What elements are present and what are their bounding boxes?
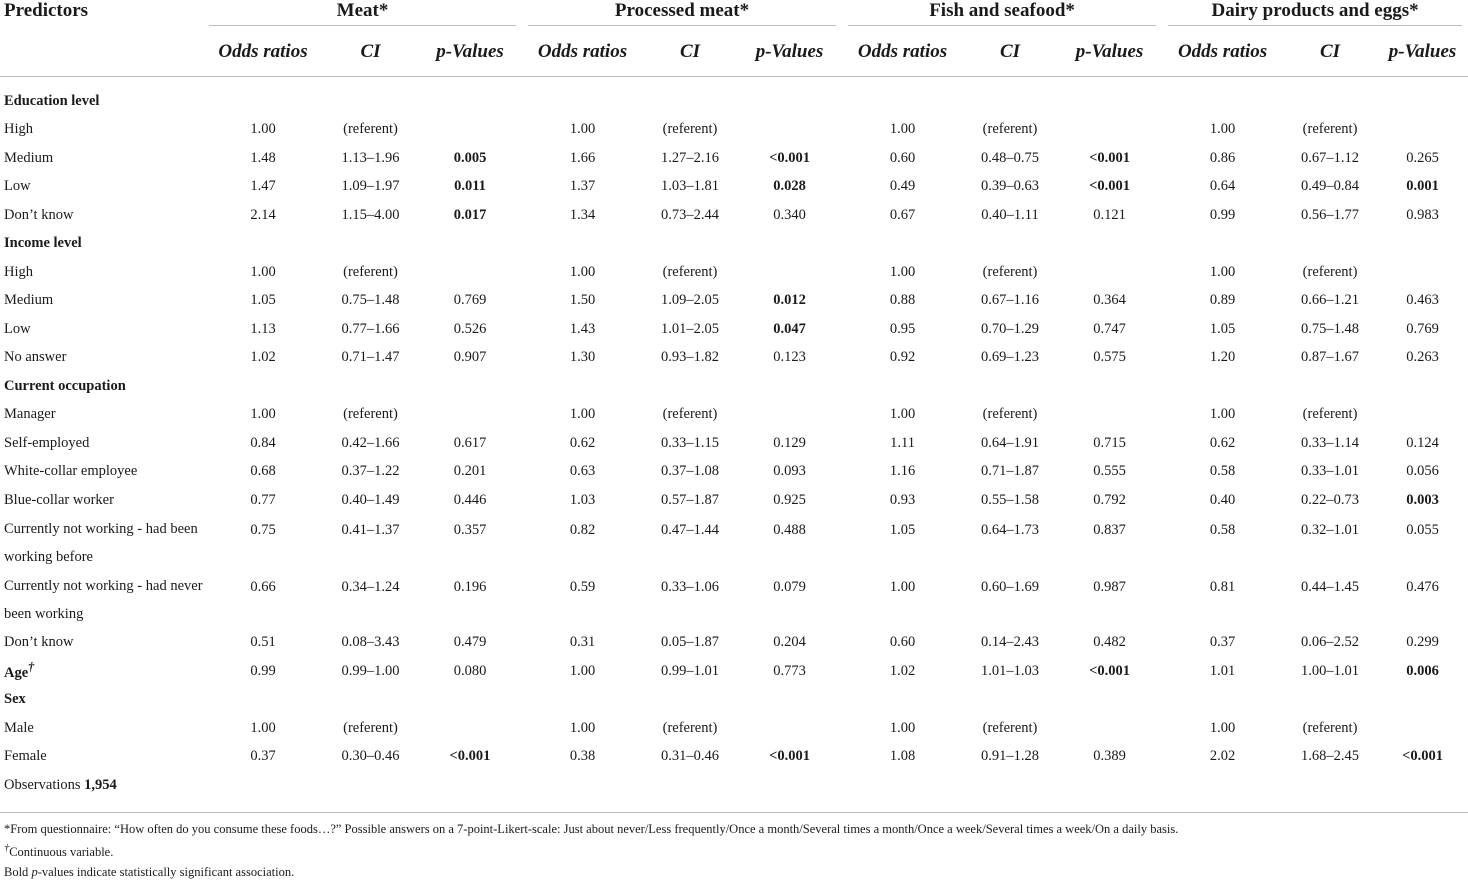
table-row xyxy=(0,429,1468,458)
table-row xyxy=(0,458,1468,487)
odds-ratio-cell: 0.84 xyxy=(250,434,276,451)
predictor-label: Don’t know xyxy=(4,206,74,223)
pvalue-cell: 0.476 xyxy=(1406,578,1439,595)
ci-cell: 0.75–1.48 xyxy=(341,292,400,309)
odds-ratio-cell: 0.37 xyxy=(1209,634,1236,651)
odds-ratio-cell: 1.34 xyxy=(569,206,596,223)
odds-ratio-cell: 1.37 xyxy=(569,178,596,195)
pvalue-cell xyxy=(1057,714,1162,743)
ci-cell: 0.77–1.66 xyxy=(341,320,400,337)
ci-cell: (referent) xyxy=(662,406,718,423)
group-header-meat: Meat* xyxy=(203,0,522,28)
subheader-odds: Odds ratios xyxy=(218,41,308,62)
ci-cell: 0.93–1.82 xyxy=(661,349,719,366)
predictors-header: Predictors xyxy=(4,0,89,21)
observations-cell: Observations 1,954 xyxy=(4,776,117,793)
predictor-label: Manager xyxy=(4,406,56,423)
pvalue-cell xyxy=(418,714,522,743)
pvalue-cell: 0.124 xyxy=(1406,434,1439,451)
ci-cell: (referent) xyxy=(662,719,718,736)
table-footnotes xyxy=(0,812,1468,882)
pvalue-cell: 0.005 xyxy=(453,149,487,166)
odds-ratio-cell: 1.16 xyxy=(889,463,916,480)
pvalue-cell: 0.983 xyxy=(1406,206,1439,223)
pvalue-cell: 0.747 xyxy=(1093,320,1126,337)
pvalue-cell: 0.555 xyxy=(1093,463,1126,480)
odds-ratio-cell: 1.00 xyxy=(250,121,276,138)
pvalue-cell xyxy=(1377,116,1468,145)
pvalue-cell: 0.055 xyxy=(1406,521,1439,538)
odds-ratio-cell: 0.82 xyxy=(569,521,596,538)
odds-ratio-cell: 1.05 xyxy=(250,292,276,309)
odds-ratio-cell: 1.00 xyxy=(250,263,276,280)
odds-ratio-cell: 1.50 xyxy=(569,292,596,309)
pvalue-cell xyxy=(1377,714,1468,743)
pvalue-cell: 0.003 xyxy=(1406,491,1439,508)
pvalue-cell: 0.204 xyxy=(773,634,806,651)
odds-ratio-cell: 0.95 xyxy=(889,320,916,337)
pvalue-cell: 0.482 xyxy=(1093,634,1126,651)
footnote-bold: Bold p-values indicate statistically significant association. xyxy=(4,865,295,880)
ci-cell: (referent) xyxy=(662,263,718,280)
predictor-label: Self-employed xyxy=(4,434,90,451)
ci-cell: 1.03–1.81 xyxy=(661,178,719,195)
pvalue-cell: <0.001 xyxy=(1089,149,1130,166)
ci-cell: 0.39–0.63 xyxy=(981,178,1040,195)
subheader-odds: Odds ratios xyxy=(857,41,948,62)
predictor-label: High xyxy=(4,263,33,280)
subheader-pvalues: p-Values xyxy=(1388,41,1457,62)
pvalue-cell: 0.129 xyxy=(773,434,806,451)
predictor-label: Female xyxy=(4,748,47,765)
odds-ratio-cell: 1.03 xyxy=(569,491,596,508)
pvalue-cell xyxy=(737,258,842,287)
ci-cell: 1.27–2.16 xyxy=(661,149,719,166)
ci-cell: (referent) xyxy=(1302,263,1358,280)
pvalue-cell: 0.837 xyxy=(1093,521,1126,538)
pvalue-cell: 0.017 xyxy=(453,206,487,223)
predictor-label: Male xyxy=(4,719,34,736)
ci-cell: 0.66–1.21 xyxy=(1301,292,1360,309)
ci-cell: 0.91–1.28 xyxy=(981,748,1040,765)
pvalue-cell: 0.907 xyxy=(453,349,487,366)
odds-ratio-cell: 0.49 xyxy=(889,178,916,195)
ci-cell: 0.48–0.75 xyxy=(981,149,1040,166)
pvalue-cell: 0.121 xyxy=(1093,206,1126,223)
ci-cell: 0.37–1.22 xyxy=(341,463,400,480)
pvalue-cell: 0.093 xyxy=(773,463,806,480)
ci-cell: 0.99–1.00 xyxy=(341,662,400,679)
pvalue-cell: 0.364 xyxy=(1093,292,1126,309)
odds-ratio-cell: 1.48 xyxy=(250,149,276,166)
ci-cell: 0.31–0.46 xyxy=(661,748,719,765)
ci-cell: (referent) xyxy=(343,263,398,280)
table-row xyxy=(0,173,1468,202)
pvalue-cell: 0.011 xyxy=(454,178,486,195)
ci-cell: 0.99–1.01 xyxy=(661,662,719,679)
odds-ratio-cell: 0.99 xyxy=(250,662,276,679)
table-row xyxy=(0,572,1468,629)
ci-cell: 0.08–3.43 xyxy=(341,634,400,651)
subheader-ci: CI xyxy=(1320,41,1341,62)
ci-cell: 0.64–1.73 xyxy=(981,521,1040,538)
odds-ratio-cell: 0.99 xyxy=(1209,206,1236,223)
odds-ratio-cell: 1.00 xyxy=(569,121,596,138)
predictor-label: Medium xyxy=(4,292,54,309)
ci-cell: 1.09–2.05 xyxy=(661,292,719,309)
pvalue-cell: 0.357 xyxy=(453,521,487,538)
table-row xyxy=(0,657,1468,686)
odds-ratio-cell: 0.77 xyxy=(250,491,276,508)
pvalue-cell: 0.080 xyxy=(453,662,487,679)
table-row xyxy=(0,401,1468,430)
odds-ratio-cell: 1.11 xyxy=(890,434,915,451)
odds-ratio-cell: 2.14 xyxy=(250,206,276,223)
ci-cell: 0.40–1.11 xyxy=(981,206,1039,223)
ci-cell: 0.71–1.47 xyxy=(341,349,400,366)
pvalue-cell xyxy=(1377,258,1468,287)
odds-ratio-cell: 1.00 xyxy=(569,662,596,679)
odds-ratio-cell: 0.81 xyxy=(1209,578,1236,595)
pvalue-cell: 0.925 xyxy=(773,491,806,508)
ci-cell: 0.87–1.67 xyxy=(1301,349,1360,366)
predictor-label: Blue-collar worker xyxy=(4,491,114,508)
pvalue-cell: 0.715 xyxy=(1093,434,1126,451)
ci-cell: 0.33–1.06 xyxy=(661,578,719,595)
pvalue-cell: 0.201 xyxy=(453,463,487,480)
odds-ratio-cell: 1.00 xyxy=(569,719,596,736)
pvalue-cell xyxy=(418,116,522,145)
pvalue-cell: 0.047 xyxy=(773,320,806,337)
ci-cell: 0.33–1.01 xyxy=(1301,463,1360,480)
odds-ratio-cell: 0.58 xyxy=(1209,463,1236,480)
odds-ratio-cell: 1.00 xyxy=(889,121,916,138)
ci-cell: 0.67–1.12 xyxy=(1301,149,1360,166)
pvalue-cell: 0.617 xyxy=(453,434,487,451)
ci-cell: 0.67–1.16 xyxy=(981,292,1040,309)
odds-ratio-cell: 0.89 xyxy=(1209,292,1236,309)
ci-cell: 1.01–2.05 xyxy=(661,320,719,337)
pvalue-cell: <0.001 xyxy=(449,748,491,765)
section-label: Education level xyxy=(4,92,100,109)
ci-cell: 0.42–1.66 xyxy=(341,434,400,451)
table-row xyxy=(0,116,1468,145)
odds-ratio-cell: 1.00 xyxy=(889,263,916,280)
ci-cell: 0.34–1.24 xyxy=(341,578,400,595)
odds-ratio-cell: 1.43 xyxy=(569,320,596,337)
subheader-pvalues: p-Values xyxy=(755,41,824,62)
pvalue-cell: 0.526 xyxy=(453,320,487,337)
odds-ratio-cell: 1.00 xyxy=(1209,719,1236,736)
pvalue-cell: 0.792 xyxy=(1093,491,1126,508)
table-row xyxy=(0,287,1468,316)
section-label: Current occupation xyxy=(4,377,126,394)
ci-cell: (referent) xyxy=(343,719,398,736)
pvalue-cell: 0.389 xyxy=(1093,748,1126,765)
odds-ratio-cell: 0.66 xyxy=(250,578,276,595)
subheader-ci: CI xyxy=(999,41,1021,62)
ci-cell: 0.22–0.73 xyxy=(1301,491,1360,508)
group-header-dairy: Dairy products and eggs* xyxy=(1162,0,1468,28)
section-row xyxy=(0,87,1468,116)
ci-cell: 1.00–1.01 xyxy=(1301,662,1360,679)
predictor-label: Don’t know xyxy=(4,634,74,651)
ci-cell: 0.32–1.01 xyxy=(1301,521,1360,538)
odds-ratio-cell: 1.05 xyxy=(1209,320,1236,337)
pvalue-cell: 0.079 xyxy=(773,578,806,595)
ci-cell: 0.33–1.15 xyxy=(661,434,719,451)
section-row xyxy=(0,372,1468,401)
ci-cell: (referent) xyxy=(982,719,1038,736)
odds-ratio-cell: 0.62 xyxy=(569,434,596,451)
pvalue-cell: <0.001 xyxy=(1089,178,1130,195)
ci-cell: 0.70–1.29 xyxy=(981,320,1040,337)
odds-ratio-cell: 1.05 xyxy=(889,521,916,538)
ci-cell: 0.47–1.44 xyxy=(661,521,719,538)
odds-ratio-cell: 0.59 xyxy=(569,578,596,595)
table-row xyxy=(0,743,1468,772)
odds-ratio-cell: 0.64 xyxy=(1209,178,1236,195)
footnote-questionnaire: *From questionnaire: “How often do you consume these foods…?” Possible answers on a 7-point-Likert-scale: Just about never/Less frequently/Once a month/Several times a month/Once a week/Several times a week/On a daily basis. xyxy=(4,822,1179,836)
ci-cell: (referent) xyxy=(982,406,1038,423)
odds-ratio-cell: 1.47 xyxy=(250,178,276,195)
pvalue-cell: 0.463 xyxy=(1406,292,1439,309)
predictor-label: Currently not working - had never been working xyxy=(4,578,203,622)
pvalue-cell: 0.479 xyxy=(453,634,487,651)
subheader-odds: Odds ratios xyxy=(1177,41,1268,62)
table-row xyxy=(0,344,1468,373)
ci-cell: 0.41–1.37 xyxy=(341,521,400,538)
ci-cell: 0.55–1.58 xyxy=(981,491,1040,508)
table-row xyxy=(0,486,1468,515)
ci-cell: 0.30–0.46 xyxy=(341,748,400,765)
pvalue-cell: 0.196 xyxy=(453,578,487,595)
subheader-pvalues: p-Values xyxy=(1075,41,1144,62)
pvalue-cell xyxy=(418,258,522,287)
footnote-continuous: †Continuous variable. xyxy=(4,843,114,860)
subheader-ci: CI xyxy=(679,41,701,62)
pvalue-cell: 0.575 xyxy=(1093,349,1126,366)
ci-cell: (referent) xyxy=(1302,719,1358,736)
group-header-fish: Fish and seafood* xyxy=(842,0,1162,28)
odds-ratio-cell: 0.62 xyxy=(1209,434,1236,451)
section-row xyxy=(0,686,1468,715)
pvalue-cell: 0.769 xyxy=(453,292,487,309)
ci-cell: 1.68–2.45 xyxy=(1301,748,1360,765)
odds-ratio-cell: 1.00 xyxy=(569,406,596,423)
odds-ratio-cell: 0.38 xyxy=(569,748,596,765)
subheader-odds: Odds ratios xyxy=(537,41,628,62)
pvalue-cell: 0.488 xyxy=(773,521,806,538)
odds-ratio-cell: 0.67 xyxy=(889,206,916,223)
pvalue-cell: 0.012 xyxy=(773,292,806,309)
odds-ratio-cell: 0.60 xyxy=(889,634,916,651)
odds-ratio-cell: 1.00 xyxy=(250,719,276,736)
pvalue-cell: 0.001 xyxy=(1406,178,1439,195)
odds-ratio-cell: 0.92 xyxy=(889,349,916,366)
ci-cell: 1.01–1.03 xyxy=(981,662,1040,679)
ci-cell: 0.14–2.43 xyxy=(981,634,1040,651)
pvalue-cell: 0.265 xyxy=(1406,149,1439,166)
predictor-label: Low xyxy=(4,320,31,337)
ci-cell: 0.49–0.84 xyxy=(1301,178,1360,195)
odds-ratio-cell: 2.02 xyxy=(1209,748,1236,765)
ci-cell: 0.40–1.49 xyxy=(341,491,400,508)
pvalue-cell xyxy=(418,401,522,430)
ci-cell: (referent) xyxy=(662,121,718,138)
odds-ratio-cell: 1.30 xyxy=(569,349,596,366)
table-row xyxy=(0,258,1468,287)
odds-ratio-cell: 1.00 xyxy=(889,406,916,423)
pvalue-cell xyxy=(1377,401,1468,430)
ci-cell: (referent) xyxy=(1302,121,1358,138)
ci-cell: 0.44–1.45 xyxy=(1301,578,1360,595)
odds-ratio-cell: 0.58 xyxy=(1209,521,1236,538)
ci-cell: (referent) xyxy=(1302,406,1358,423)
pvalue-cell: 0.773 xyxy=(773,662,806,679)
table-row xyxy=(0,714,1468,743)
odds-ratio-cell: 1.02 xyxy=(250,349,276,366)
ci-cell: 0.60–1.69 xyxy=(981,578,1040,595)
pvalue-cell xyxy=(1057,258,1162,287)
odds-ratio-cell: 0.86 xyxy=(1209,149,1236,166)
pvalue-cell xyxy=(1057,116,1162,145)
table-row xyxy=(0,144,1468,173)
odds-ratio-cell: 1.13 xyxy=(250,320,276,337)
ci-cell: 0.56–1.77 xyxy=(1301,206,1360,223)
ci-cell: 0.75–1.48 xyxy=(1301,320,1360,337)
pvalue-cell: <0.001 xyxy=(1402,748,1443,765)
predictor-label: Currently not working - had been working before xyxy=(4,521,198,565)
section-row xyxy=(0,230,1468,259)
odds-ratio-cell: 0.88 xyxy=(889,292,916,309)
pvalue-cell: 0.028 xyxy=(773,178,806,195)
pvalue-cell: 0.340 xyxy=(773,206,806,223)
ci-cell: 1.15–4.00 xyxy=(341,206,400,223)
predictor-label: Age† xyxy=(4,660,35,682)
pvalue-cell: 0.769 xyxy=(1406,320,1439,337)
subheader-row xyxy=(0,28,1468,77)
odds-ratio-cell: 0.75 xyxy=(250,521,276,538)
ci-cell: 0.37–1.08 xyxy=(661,463,719,480)
odds-ratio-cell: 0.31 xyxy=(569,634,596,651)
pvalue-cell xyxy=(737,714,842,743)
odds-ratio-cell: 0.37 xyxy=(250,748,276,765)
ci-cell: (referent) xyxy=(343,406,398,423)
pvalue-cell: 0.006 xyxy=(1406,662,1439,679)
observations-row xyxy=(0,771,1468,800)
predictor-label: Low xyxy=(4,178,31,195)
pvalue-cell: 0.299 xyxy=(1406,634,1439,651)
pvalue-cell xyxy=(1057,401,1162,430)
pvalue-cell: 0.123 xyxy=(773,349,806,366)
odds-ratio-cell: 0.63 xyxy=(569,463,596,480)
ci-cell: 1.09–1.97 xyxy=(341,178,400,195)
odds-ratio-cell: 1.00 xyxy=(889,578,916,595)
ci-cell: 0.71–1.87 xyxy=(981,463,1040,480)
table-row xyxy=(0,629,1468,658)
predictor-label: Medium xyxy=(4,149,54,166)
pvalue-cell: <0.001 xyxy=(1089,662,1130,679)
predictor-label: High xyxy=(4,121,33,138)
ci-cell: (referent) xyxy=(982,121,1038,138)
ci-cell: 0.69–1.23 xyxy=(981,349,1040,366)
ci-cell: 0.64–1.91 xyxy=(981,434,1040,451)
ci-cell: (referent) xyxy=(343,121,398,138)
odds-ratio-cell: 1.00 xyxy=(250,406,276,423)
odds-ratio-cell: 1.00 xyxy=(1209,263,1236,280)
odds-ratio-cell: 1.20 xyxy=(1209,349,1236,366)
odds-ratio-cell: 1.00 xyxy=(1209,406,1236,423)
subheader-pvalues: p-Values xyxy=(436,41,504,62)
pvalue-cell: 0.056 xyxy=(1406,463,1439,480)
subheader-ci: CI xyxy=(360,41,381,62)
odds-ratio-cell: 1.00 xyxy=(889,719,916,736)
pvalue-cell: 0.446 xyxy=(453,491,487,508)
odds-ratio-cell: 0.40 xyxy=(1209,491,1236,508)
ci-cell: 0.05–1.87 xyxy=(661,634,719,651)
ci-cell: 0.57–1.87 xyxy=(661,491,719,508)
pvalue-cell: <0.001 xyxy=(769,149,810,166)
section-label: Income level xyxy=(4,235,82,252)
odds-ratio-cell: 1.00 xyxy=(569,263,596,280)
table-row xyxy=(0,201,1468,230)
odds-ratio-cell: 1.01 xyxy=(1209,662,1236,679)
table-row xyxy=(0,315,1468,344)
pvalue-cell: <0.001 xyxy=(769,748,810,765)
pvalue-cell: 0.987 xyxy=(1093,578,1126,595)
pvalue-cell xyxy=(737,401,842,430)
odds-ratio-cell: 1.66 xyxy=(569,149,596,166)
section-label: Sex xyxy=(4,691,26,708)
ci-cell: 0.33–1.14 xyxy=(1301,434,1360,451)
ci-cell: 0.06–2.52 xyxy=(1301,634,1360,651)
predictor-label: White-collar employee xyxy=(4,463,138,480)
pvalue-cell: 0.263 xyxy=(1406,349,1439,366)
odds-ratio-cell: 0.60 xyxy=(889,149,916,166)
odds-ratio-cell: 0.93 xyxy=(889,491,916,508)
pvalue-cell xyxy=(737,116,842,145)
ci-cell: 1.13–1.96 xyxy=(341,149,400,166)
odds-ratio-cell: 1.00 xyxy=(1209,121,1236,138)
ci-cell: 0.73–2.44 xyxy=(661,206,719,223)
predictor-label: No answer xyxy=(4,349,67,366)
group-header-processed-meat: Processed meat* xyxy=(522,0,842,28)
odds-ratio-cell: 1.08 xyxy=(889,748,916,765)
odds-ratio-cell: 0.68 xyxy=(250,463,276,480)
odds-ratio-cell: 1.02 xyxy=(889,662,916,679)
ci-cell: (referent) xyxy=(982,263,1038,280)
odds-ratio-cell: 0.51 xyxy=(250,634,276,651)
table-row xyxy=(0,515,1468,572)
